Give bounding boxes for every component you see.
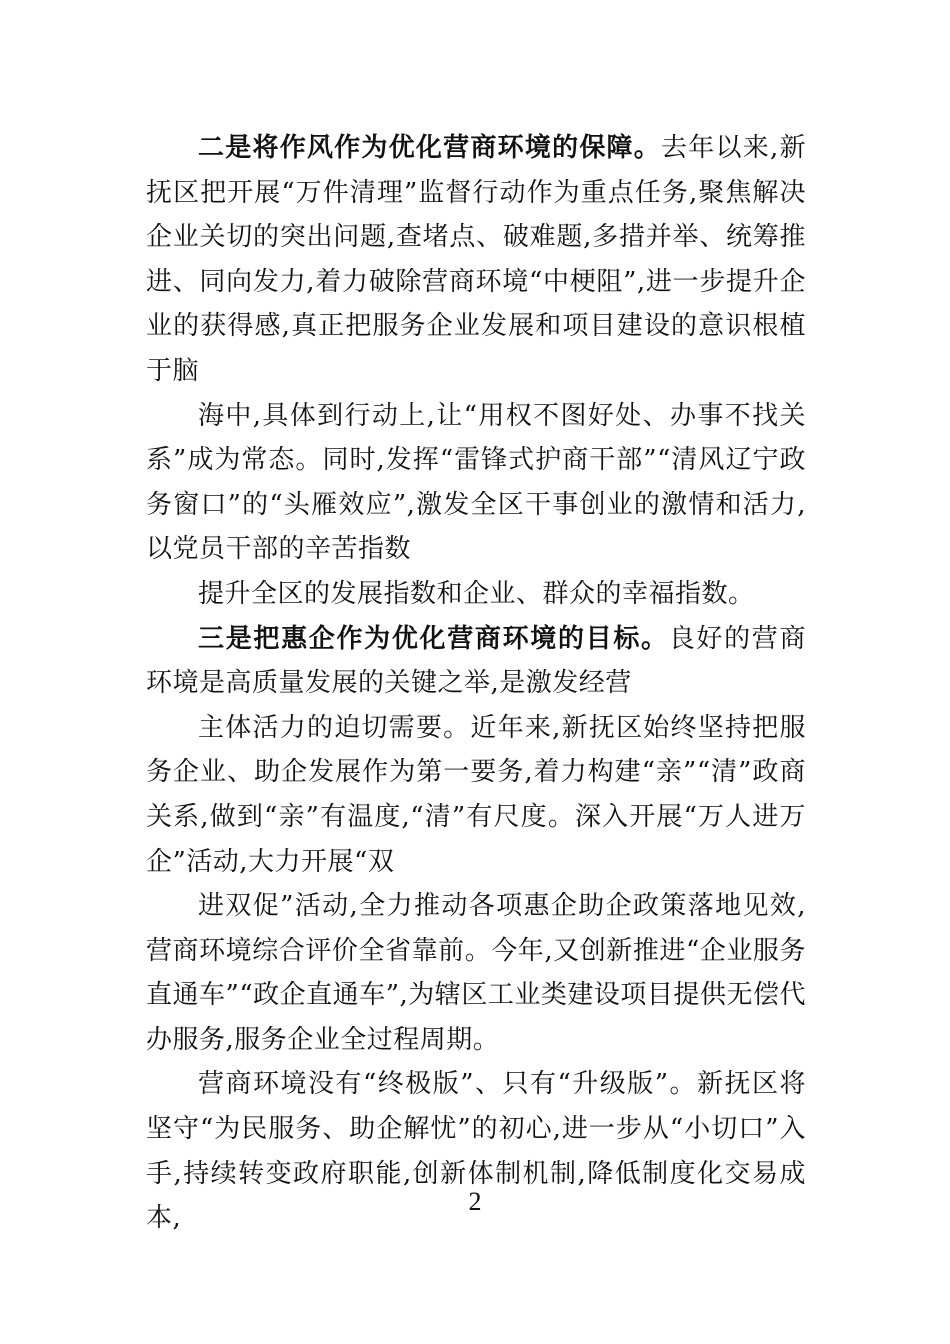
paragraph-2 xyxy=(146,394,806,572)
paragraph-lead: 三是把惠企作为优化营商环境的目标。 xyxy=(198,623,669,654)
page-number: 2 xyxy=(468,1187,482,1216)
paragraph-lead: 二是将作风作为优化营商环境的保障。 xyxy=(198,133,662,163)
paragraph-text: 海中,具体到行动上,让“用权不图好处、办事不找关系”成为常态。同时,发挥“雷锋式护商干部”“清风辽宁政务窗口”的“头雁效应”,激发全区干事创业的激情和活力,以党员干部的辛苦指数 xyxy=(146,400,806,565)
paragraph-text: 去年以来,新抚区把开展“万件清理”监督行动作为重点任务,聚焦解决企业关切的突出问题,查堵点、破难题,多措并举、统筹推进、同向发力,着力破除营商环境“中梗阻”,进一步提升企业的获得感,真正把服务企业发展和项目建设的意识根植于脑 xyxy=(146,133,806,386)
paragraph-6 xyxy=(146,884,806,1062)
paragraph-text: 进双促”活动,全力推动各项惠企助企政策落地见效,营商环境综合评价全省靠前。今年,又创新推进“企业服务直通车”“政企直通车”,为辖区工业类建设项目提供无偿代办服务,服务企业全过程周期。 xyxy=(146,891,806,1055)
paragraph-text: 良好的营商环境是高质量发展的关键之举,是激发经营 xyxy=(146,623,806,699)
paragraph-text: 提升全区的发展指数和企业、群众的幸福指数。 xyxy=(198,578,755,609)
paragraph-3 xyxy=(146,572,806,617)
paragraph-1 xyxy=(146,126,806,394)
paragraph-text: 营商环境没有“终极版”、只有“升级版”。新抚区将坚守“为民服务、助企解忧”的初心,进一步从“小切口”入手,持续转变政府职能,创新体制机制,降低制度化交易成本, xyxy=(146,1069,806,1234)
paragraph-5 xyxy=(146,706,806,884)
document-body xyxy=(146,126,806,1241)
paragraph-text: 主体活力的迫切需要。近年来,新抚区始终坚持把服务企业、助企发展作为第一要务,着力构建“亲”“清”政商关系,做到“亲”有温度,“清”有尺度。深入开展“万人进万企”活动,大力开展“双 xyxy=(146,712,806,877)
paragraph-4 xyxy=(146,617,806,706)
